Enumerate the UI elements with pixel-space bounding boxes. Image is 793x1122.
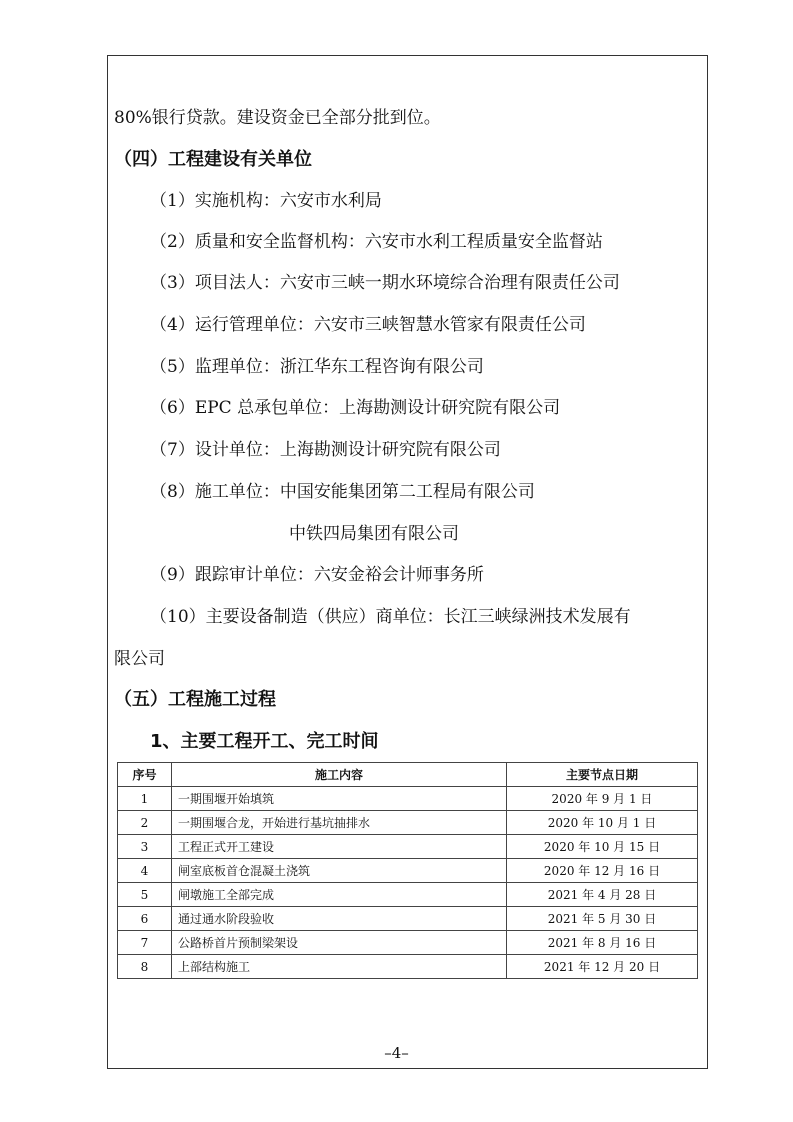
row-number: 4: [118, 859, 172, 883]
row-number: 6: [118, 907, 172, 931]
row-date: 2020 年 12 月 16 日: [507, 859, 698, 883]
unit-item-2: （2）质量和安全监督机构：六安市水利工程质量安全监督站: [150, 232, 603, 252]
row-content: 一期围堰开始填筑: [172, 787, 507, 811]
table-header-row: [118, 763, 698, 787]
table-row: [118, 883, 698, 907]
table-row: [118, 835, 698, 859]
table-row: [118, 955, 698, 979]
row-content: 闸室底板首仓混凝土浇筑: [172, 859, 507, 883]
paragraph-funding-end: 80%银行贷款。建设资金已全部分批到位。: [114, 108, 441, 128]
page-number: –4–: [384, 1044, 409, 1062]
row-number: 1: [118, 787, 172, 811]
unit-item-4: （4）运行管理单位：六安市三峡智慧水管家有限责任公司: [150, 315, 586, 335]
unit-item-8: （8）施工单位：中国安能集团第二工程局有限公司: [150, 482, 535, 502]
unit-item-8-continued: 中铁四局集团有限公司: [289, 524, 459, 544]
unit-item-6: （6）EPC 总承包单位：上海勘测设计研究院有限公司: [150, 398, 561, 418]
row-date: 2020 年 10 月 15 日: [507, 835, 698, 859]
row-date: 2021 年 4 月 28 日: [507, 883, 698, 907]
row-number: 3: [118, 835, 172, 859]
row-date: 2021 年 5 月 30 日: [507, 907, 698, 931]
row-content: 通过通水阶段验收: [172, 907, 507, 931]
table-row: [118, 811, 698, 835]
row-date: 2020 年 10 月 1 日: [507, 811, 698, 835]
row-date: 2020 年 9 月 1 日: [507, 787, 698, 811]
row-date: 2021 年 12 月 20 日: [507, 955, 698, 979]
column-header-number: 序号: [118, 763, 172, 787]
unit-item-9: （9）跟踪审计单位：六安金裕会计师事务所: [150, 565, 484, 585]
unit-item-10: （10）主要设备制造（供应）商单位：长江三峡绿洲技术发展有: [150, 607, 631, 627]
table-row: [118, 907, 698, 931]
row-content: 一期围堰合龙，开始进行基坑抽排水: [172, 811, 507, 835]
row-content: 工程正式开工建设: [172, 835, 507, 859]
construction-schedule-table: [117, 762, 698, 979]
row-content: 公路桥首片预制梁架设: [172, 931, 507, 955]
unit-item-1: （1）实施机构：六安市水利局: [150, 191, 382, 211]
section-heading-construction-units: （四）工程建设有关单位: [114, 149, 312, 170]
row-number: 8: [118, 955, 172, 979]
table-row: [118, 787, 698, 811]
table-row: [118, 859, 698, 883]
row-number: 5: [118, 883, 172, 907]
column-header-date: 主要节点日期: [507, 763, 698, 787]
column-header-content: 施工内容: [172, 763, 507, 787]
unit-item-3: （3）项目法人：六安市三峡一期水环境综合治理有限责任公司: [150, 273, 620, 293]
row-number: 7: [118, 931, 172, 955]
row-number: 2: [118, 811, 172, 835]
unit-item-5: （5）监理单位：浙江华东工程咨询有限公司: [150, 357, 484, 377]
unit-item-7: （7）设计单位：上海勘测设计研究院有限公司: [150, 440, 501, 460]
row-content: 闸墩施工全部完成: [172, 883, 507, 907]
subsection-heading-start-finish-times: 1、主要工程开工、完工时间: [150, 731, 379, 752]
row-date: 2021 年 8 月 16 日: [507, 931, 698, 955]
table-row: [118, 931, 698, 955]
section-heading-construction-process: （五）工程施工过程: [114, 689, 276, 710]
unit-item-10-continued: 限公司: [114, 649, 165, 669]
row-content: 上部结构施工: [172, 955, 507, 979]
